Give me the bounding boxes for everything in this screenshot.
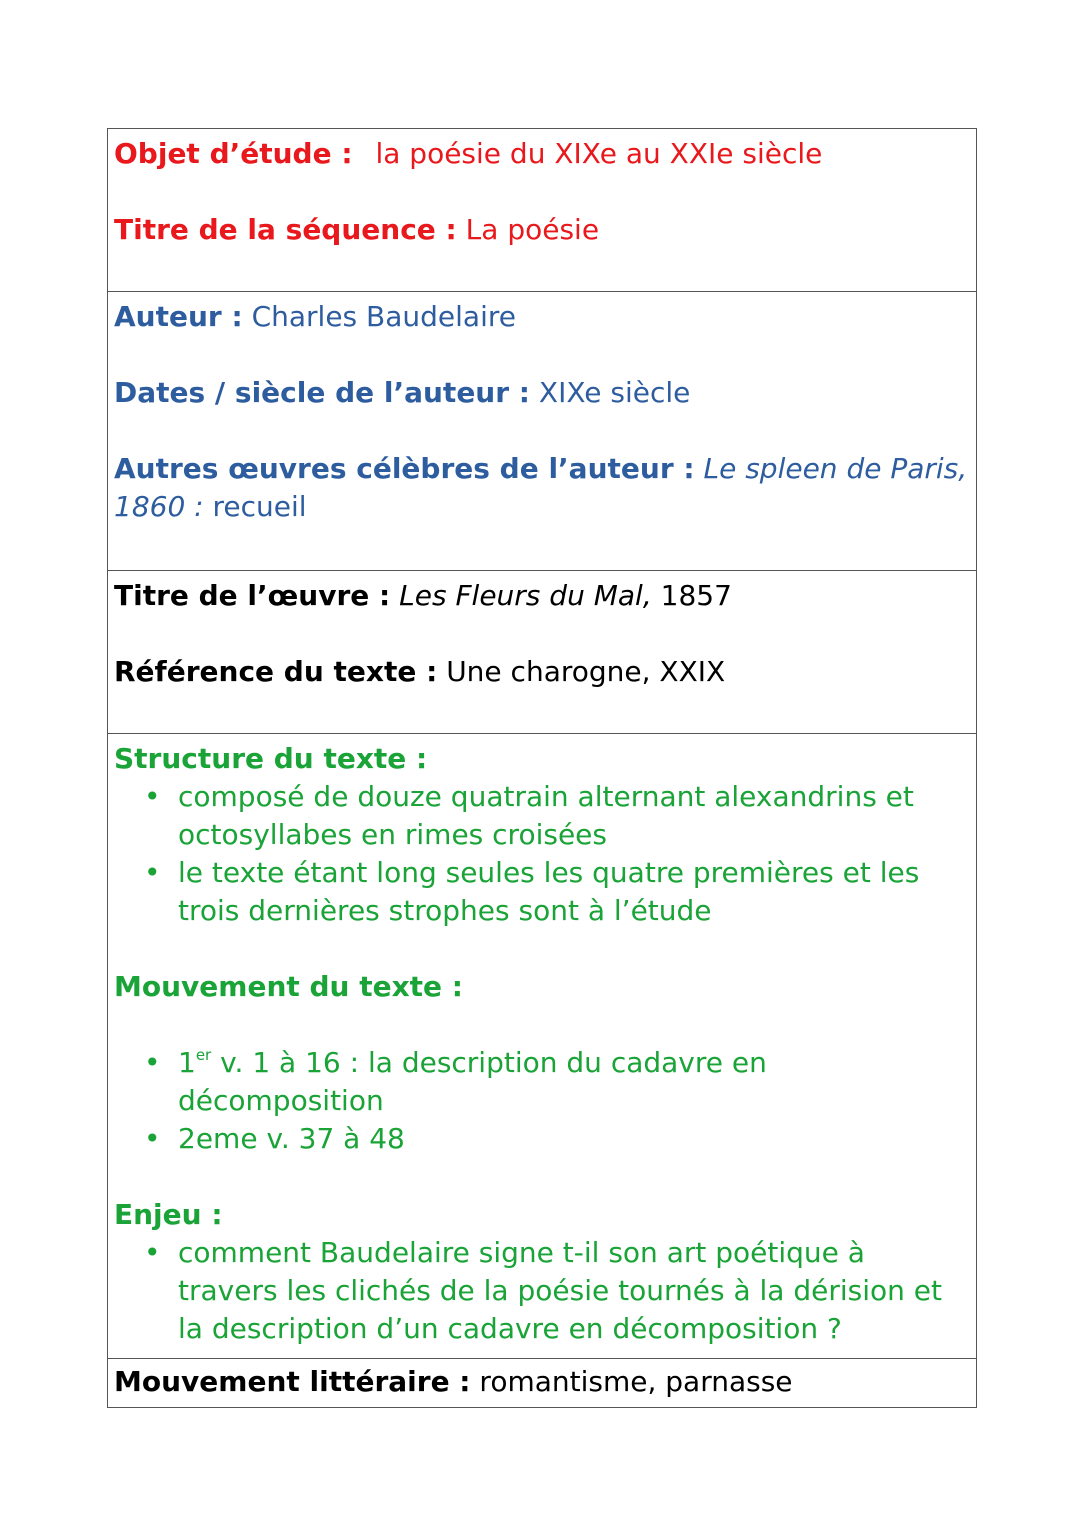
author-label: Auteur : — [114, 300, 243, 333]
work-title-line — [114, 577, 970, 615]
structure-item-1: composé de douze quatrain alternant alexandrins et octosyllabes en rimes croisées — [178, 780, 914, 851]
sequence-title-line — [114, 211, 970, 249]
bullet-icon: • — [144, 780, 161, 813]
text-reference-line — [114, 653, 970, 691]
work-cell — [108, 571, 976, 734]
author-dates-label: Dates / siècle de l’auteur : — [114, 376, 530, 409]
movement-label: Mouvement du texte : — [114, 970, 463, 1003]
structure-heading — [114, 740, 970, 778]
movement-item-1-text: v. 1 à 16 : la description du cadavre en décomposition — [178, 1046, 767, 1117]
literary-movement-line — [114, 1363, 970, 1401]
movement-heading — [114, 968, 970, 1006]
movement-item-1-sup: er — [195, 1046, 212, 1064]
bullet-icon: • — [144, 1236, 161, 1269]
author-line — [114, 298, 970, 336]
analysis-cell — [108, 734, 976, 1359]
structure-list — [114, 778, 970, 930]
sequence-title-value: La poésie — [465, 213, 600, 246]
study-object-label: Objet d’étude : — [114, 137, 353, 170]
movement-item-1-num: 1 — [178, 1046, 196, 1079]
work-title-label: Titre de l’œuvre : — [114, 579, 391, 612]
bullet-icon: • — [144, 1046, 161, 1079]
stake-list — [114, 1234, 970, 1348]
study-object-line — [114, 135, 970, 173]
list-item — [144, 778, 970, 854]
work-title-value: Les Fleurs du Mal, — [399, 579, 652, 612]
list-item — [144, 1044, 970, 1120]
literary-movement-label: Mouvement littéraire : — [114, 1365, 471, 1398]
list-item — [144, 1234, 970, 1348]
stake-heading — [114, 1196, 970, 1234]
study-object-cell — [108, 129, 976, 292]
author-cell — [108, 292, 976, 571]
study-object-value: la poésie du XIXe au XXIe siècle — [375, 137, 823, 170]
list-item — [144, 854, 970, 930]
other-works-title: Le spleen de Paris, 1860 : — [114, 452, 968, 523]
author-value: Charles Baudelaire — [251, 300, 516, 333]
author-dates-line — [114, 374, 970, 412]
literary-movement-value: romantisme, parnasse — [479, 1365, 793, 1398]
text-reference-value: Une charogne, XXIX — [446, 655, 726, 688]
author-dates-value: XIXe siècle — [538, 376, 691, 409]
list-item — [144, 1120, 970, 1158]
text-reference-label: Référence du texte : — [114, 655, 438, 688]
movement-list — [114, 1044, 970, 1158]
study-sheet-table — [107, 128, 977, 1408]
structure-label: Structure du texte : — [114, 742, 428, 775]
bullet-icon: • — [144, 856, 161, 889]
sequence-title-label: Titre de la séquence : — [114, 213, 457, 246]
other-works-line — [114, 450, 970, 526]
stake-label: Enjeu : — [114, 1198, 223, 1231]
bullet-icon: • — [144, 1122, 161, 1155]
structure-item-2: le texte étant long seules les quatre premières et les trois dernières strophes sont à l’étude — [178, 856, 920, 927]
other-works-type: recueil — [212, 490, 307, 523]
movement-item-2: 2eme v. 37 à 48 — [178, 1122, 405, 1155]
work-year: 1857 — [660, 579, 732, 612]
stake-item: comment Baudelaire signe t-il son art poétique à travers les clichés de la poésie tournés à la dérision et la description d’un cadavre en décomposition ? — [178, 1236, 942, 1345]
other-works-label: Autres œuvres célèbres de l’auteur : — [114, 452, 695, 485]
literary-movement-cell — [108, 1359, 976, 1407]
